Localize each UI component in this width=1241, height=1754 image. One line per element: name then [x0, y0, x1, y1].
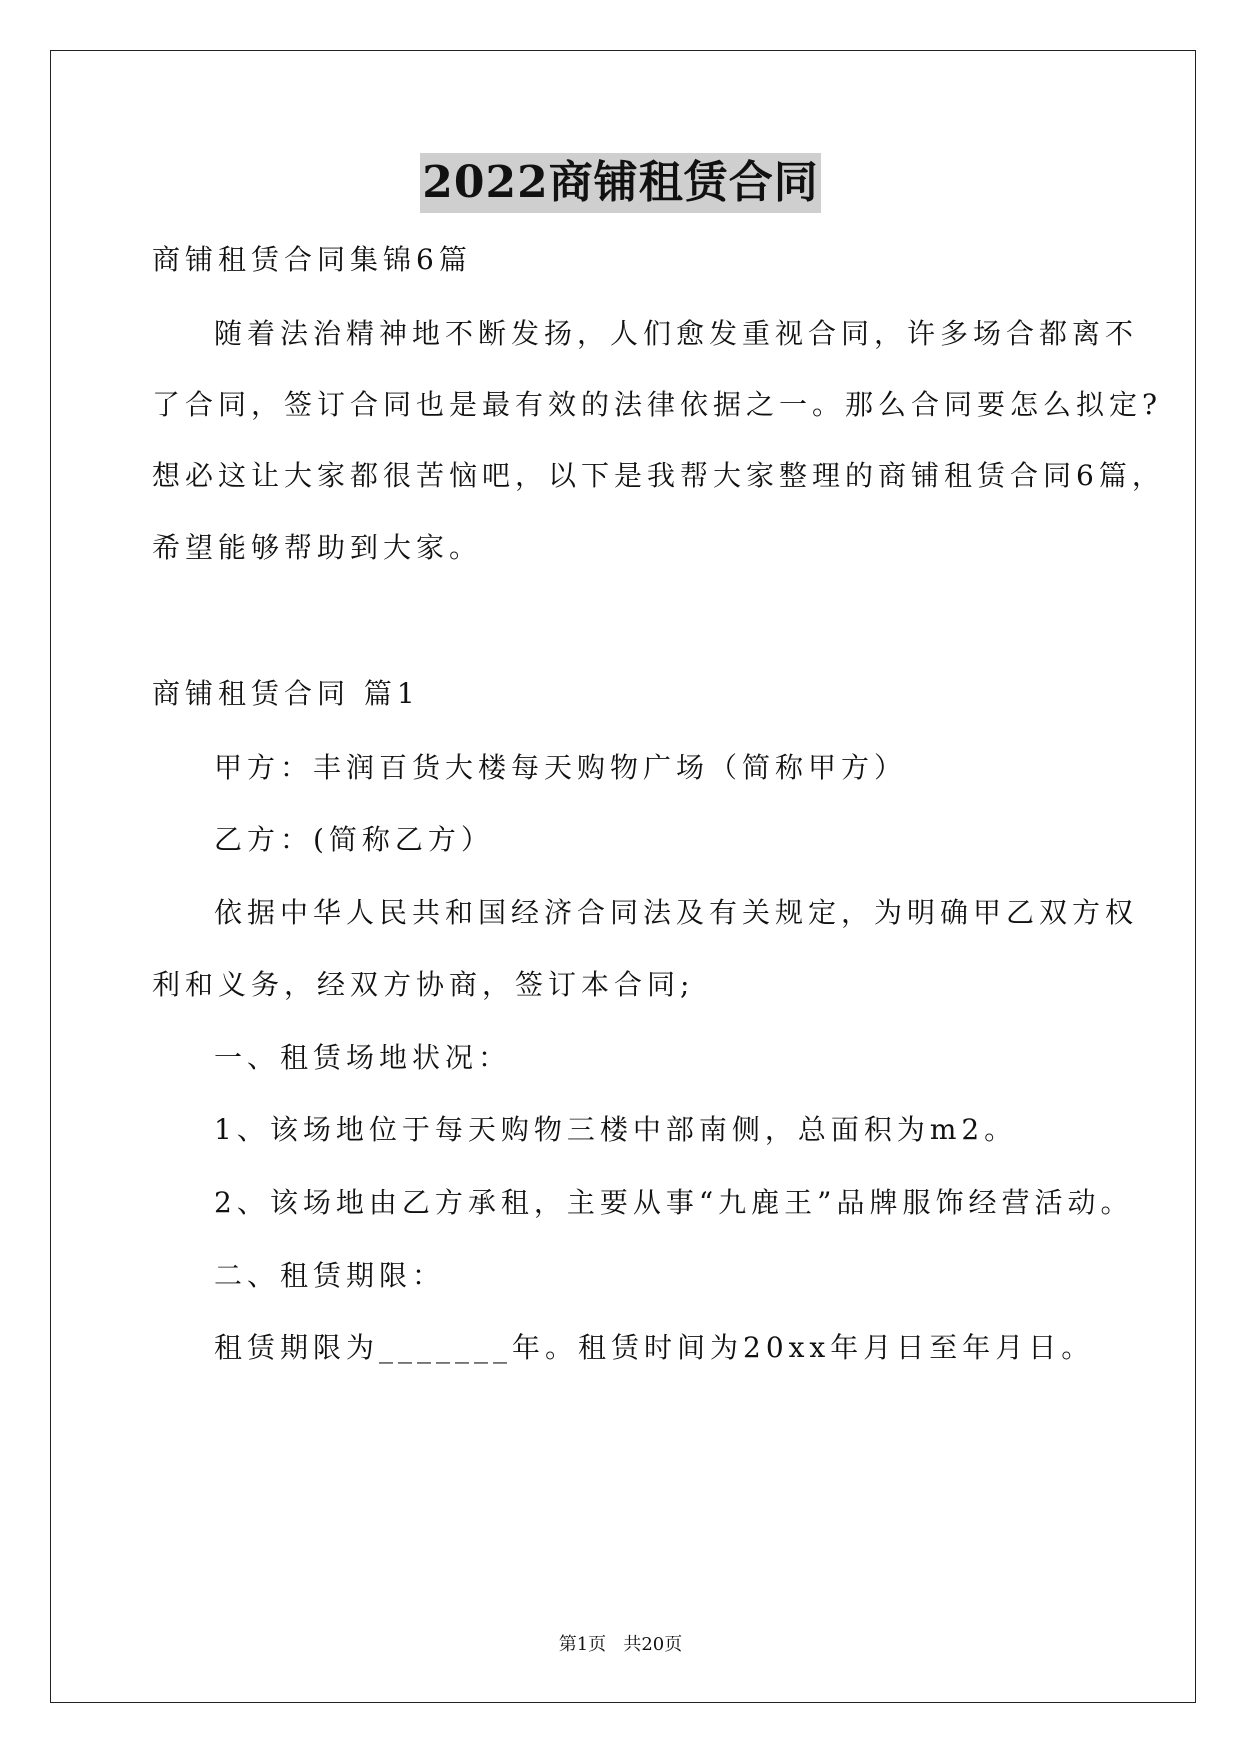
intro-line-2: 了合同，签订合同也是最有效的法律依据之一。那么合同要怎么拟定?	[152, 388, 1163, 421]
intro-line-4: 希望能够帮助到大家。	[152, 531, 483, 564]
page-border	[50, 50, 1196, 1703]
page-footer: 第1页 共20页	[558, 1634, 683, 1655]
intro-line-3: 想必这让大家都很苦恼吧，以下是我帮大家整理的商铺租赁合同6篇，	[152, 459, 1165, 492]
clause-2-heading: 二、租赁期限：	[214, 1259, 446, 1292]
basis-line-2: 利和义务，经双方协商，签订本合同;	[152, 968, 695, 1001]
party-b: 乙方：(简称乙方）	[214, 823, 494, 856]
clause-1-heading: 一、租赁场地状况：	[214, 1041, 512, 1074]
title-container	[0, 153, 1241, 213]
clause-2-text: 租赁期限为_______年。租赁时间为20xx年月日至年月日。	[214, 1331, 1095, 1364]
document-title: 2022商铺租赁合同	[420, 153, 820, 213]
party-a: 甲方：丰润百货大楼每天购物广场（简称甲方）	[214, 751, 908, 784]
intro-line-1: 随着法治精神地不断发扬，人们愈发重视合同，许多场合都离不	[214, 317, 1139, 350]
clause-1-item-2: 2、该场地由乙方承租，主要从事“九鹿王”品牌服饰经营活动。	[214, 1186, 1134, 1219]
document-subtitle: 商铺租赁合同集锦6篇	[152, 243, 472, 276]
basis-line-1: 依据中华人民共和国经济合同法及有关规定，为明确甲乙双方权	[214, 896, 1139, 929]
section-heading: 商铺租赁合同 篇1	[152, 677, 420, 710]
clause-1-item-1: 1、该场地位于每天购物三楼中部南侧，总面积为m2。	[214, 1113, 1018, 1146]
